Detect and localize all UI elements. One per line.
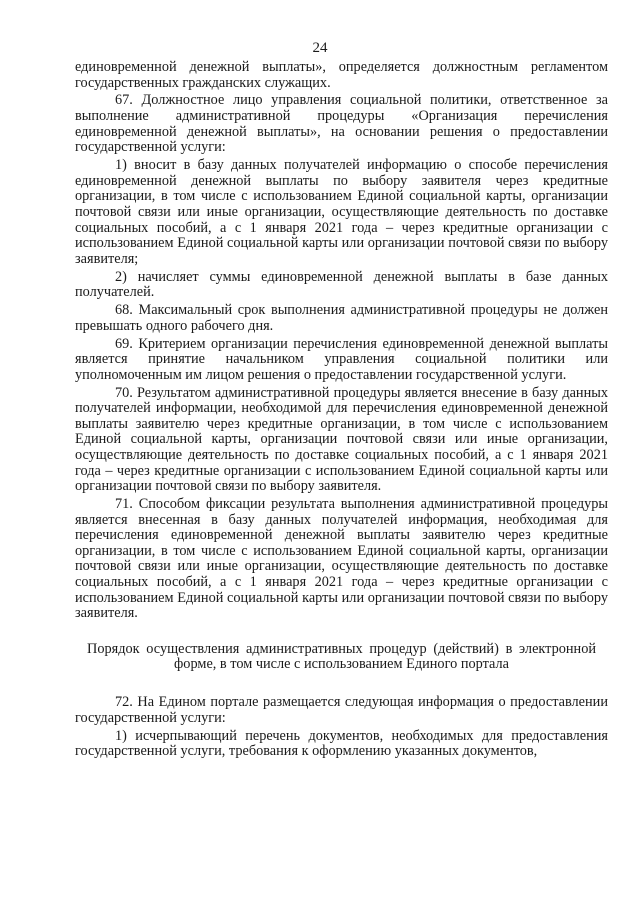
document-body [75,60,608,762]
paragraph-72: 72. На Едином портале размещается следующая информация о предоставлении государственной услуги: [75,694,608,726]
paragraph-continuation: единовременной денежной выплаты», определяется должностным регламентом государственных гражданских служащих. [75,59,608,91]
paragraph-70: 70. Результатом административной процедуры является внесение в базу данных получателей информации, необходимой для перечисления единовременной денежной выплаты заявителю через кредитные организации, в том числе с использованием Единой социальной карты, организации почтовой связи или иные организации, осуществляющие деятельность по доставке социальных пособий, а с 1 января 2021 года – через кредитные организации с использованием Единой социальной карты или организации почтовой связи по выбору заявителя. [75,384,608,495]
section-heading: Порядок осуществления административных процедур (действий) в электронной форме, в том числе с использованием Единого портала [87,640,596,673]
paragraph-72-item-1: 1) исчерпывающий перечень документов, необходимых для предоставления государственной услуги, требования к оформлению указанных документов, [75,727,608,760]
paragraph-67: 67. Должностное лицо управления социальной политики, ответственное за выполнение административной процедуры «Организация перечисления единовременной денежной выплаты», на основании решения о предоставлении государственной услуги: [75,92,608,156]
paragraph-71: 71. Способом фиксации результата выполнения административной процедуры является внесенная в базу данных получателей информация, необходимая для перечисления единовременной денежной выплаты заявителю через кредитные организации, в том числе с использованием Единой социальной карты, организации почтовой связи или иные организации, осуществляющие деятельность по доставке социальных пособий, а с 1 января 2021 года – через кредитные организации с использованием Единой социальной карты или организации почтовой связи по выбору заявителя. [75,496,608,622]
paragraph-67-item-2: 2) начисляет суммы единовременной денежной выплаты в базе данных получателей. [75,268,608,301]
paragraph-67-item-1: 1) вносит в базу данных получателей информацию о способе перечисления единовременной денежной выплаты по выбору заявителя через кредитные организации, в том числе с использованием Единой социальной карты, организации почтовой связи или иные организации, осуществляющие деятельность по доставке социальных пособий, а с 1 января 2021 года – через кредитные организации с использованием Единой социальной карты или организации почтовой связи по выбору заявителя; [75,157,608,267]
paragraph-68: 68. Максимальный срок выполнения административной процедуры не должен превышать одного рабочего дня. [75,302,608,334]
page-number: 24 [312,40,328,56]
paragraph-69: 69. Критерием организации перечисления единовременной денежной выплаты является принятие начальником управления социальной политики или уполномоченным им лицом решения о предоставлении государственной услуги. [75,335,608,383]
